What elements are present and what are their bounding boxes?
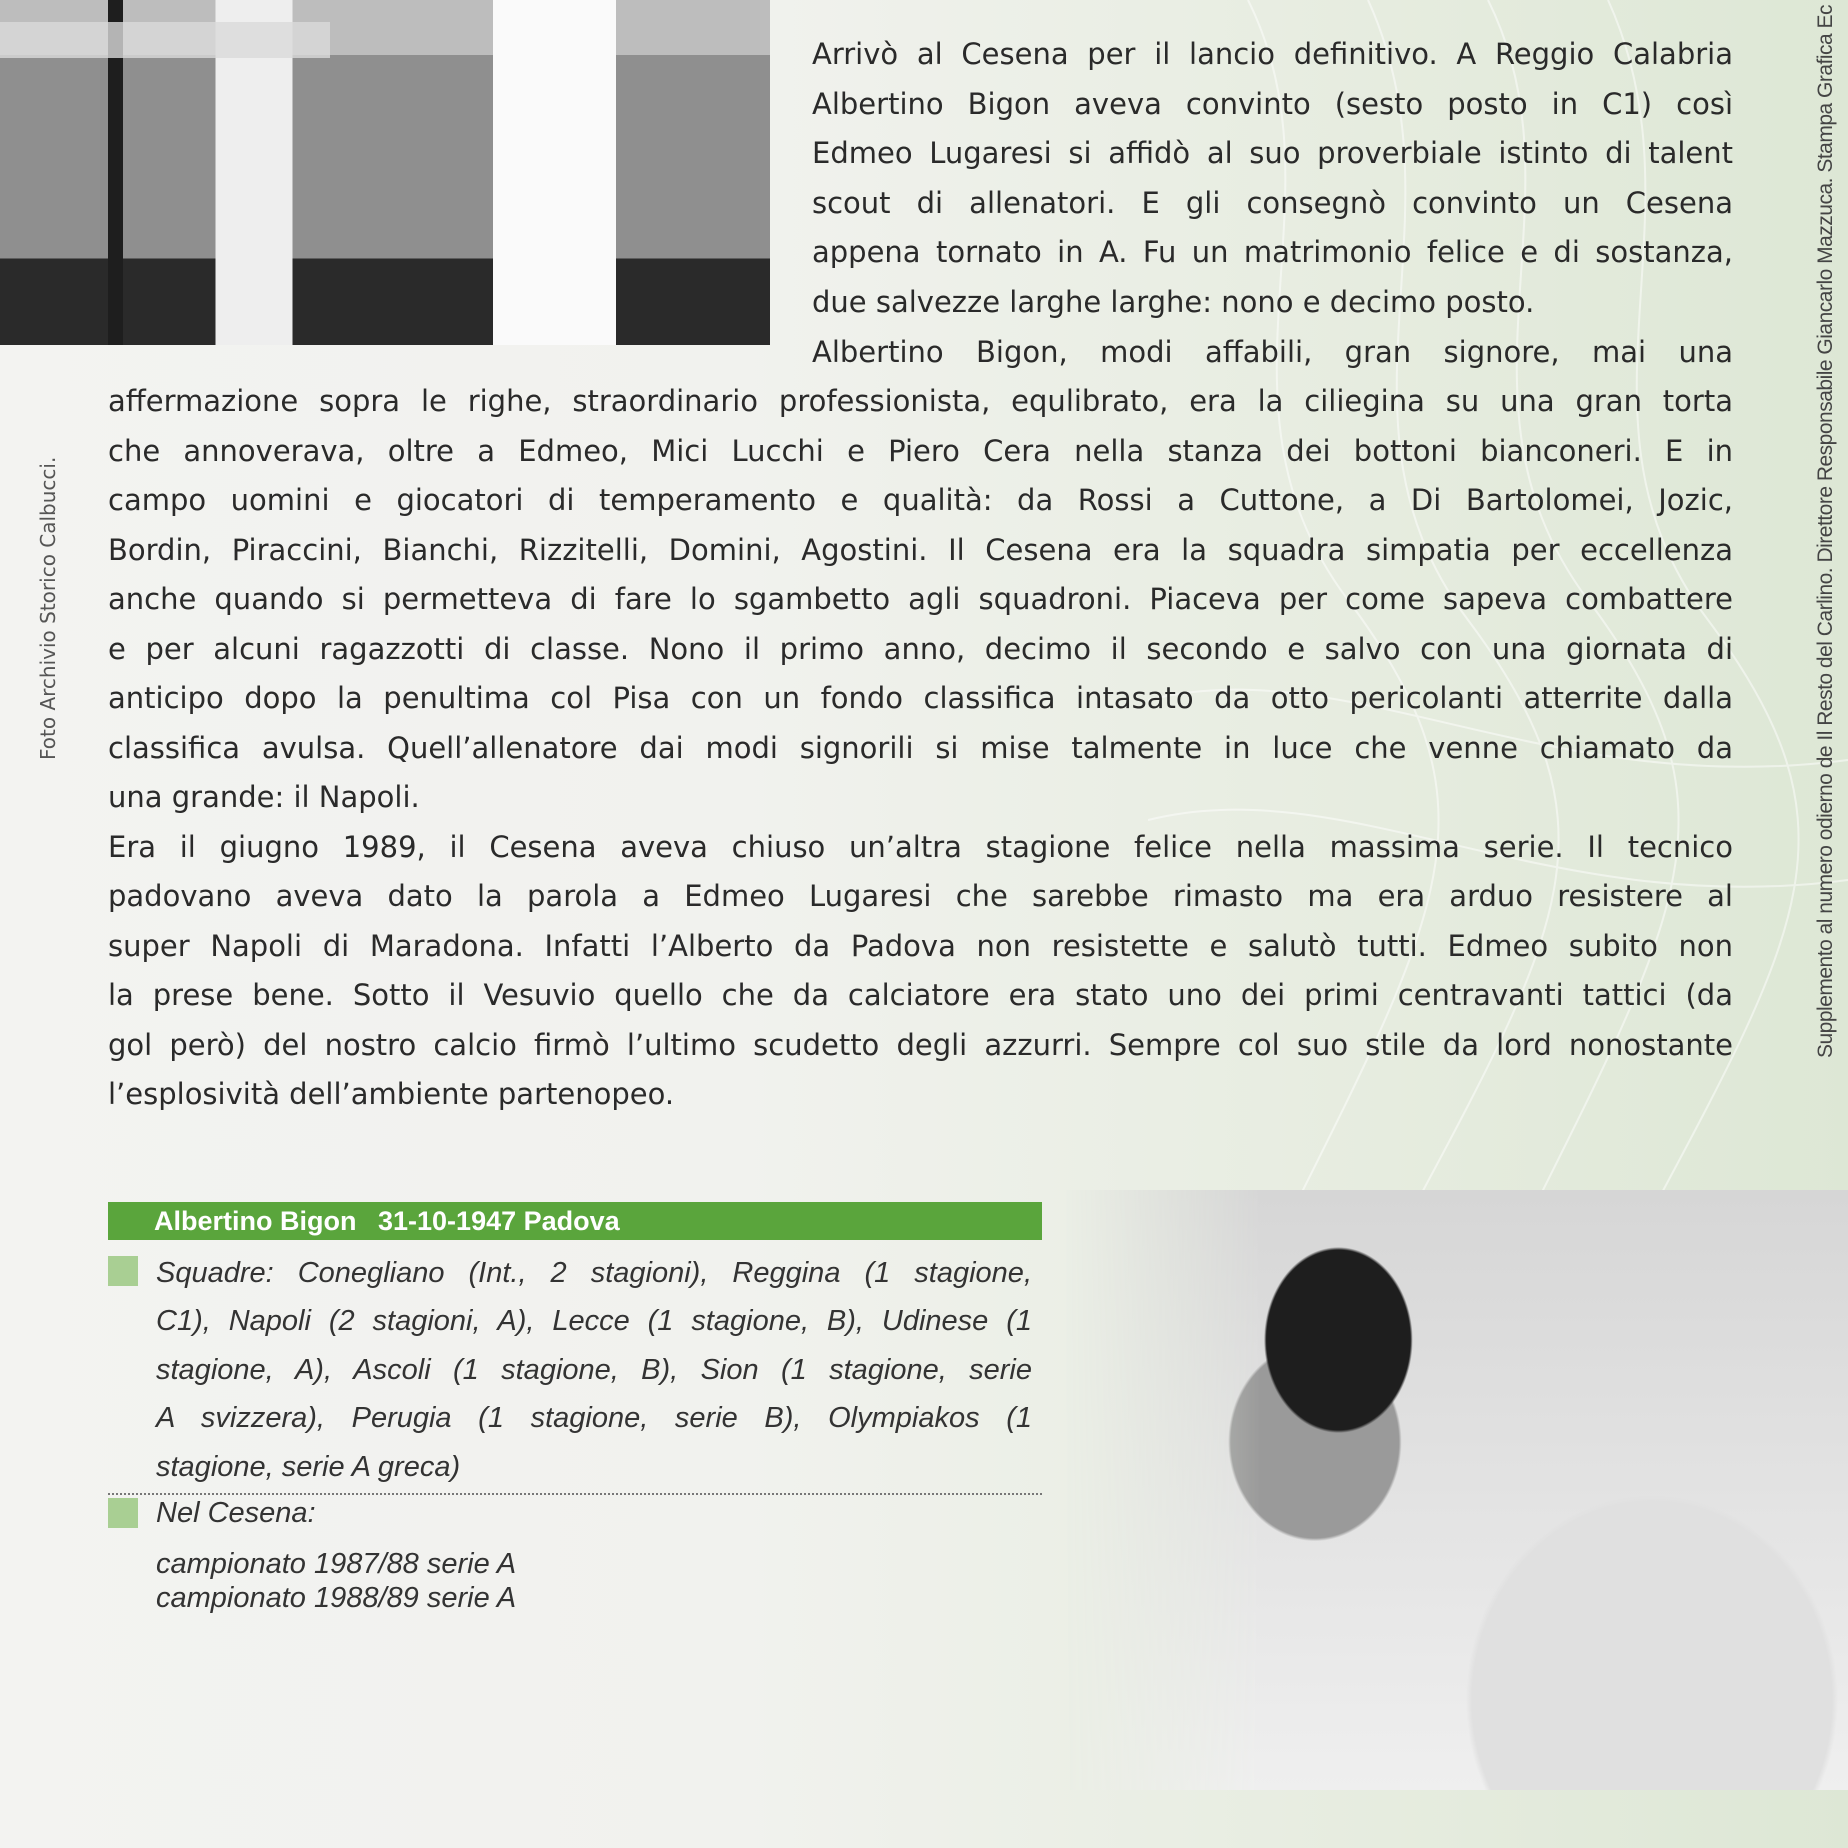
bullet-square-icon [108,1498,138,1528]
photo-credit: Foto Archivio Storico Calbucci. [36,456,60,760]
article-line: la prese bene. Sotto il Vesuvio quello che da calciatore era stato uno dei primi centravanti tattici (da [108,978,1733,1012]
coach-portrait-photo [1064,1190,1848,1790]
article-line: classifica avulsa. Quell’allenatore dai modi signorili si mise talmente in luce che venne chiamato da [108,731,1733,765]
season-line: campionato 1988/89 serie A [156,1582,517,1614]
article-line: e per alcuni ragazzotti di classe. Nono il primo anno, decimo il secondo e salvo con una giornata di [108,632,1733,666]
profile-birth: 31-10-1947 Padova [378,1206,620,1236]
article-line: anticipo dopo la penultima col Pisa con un fondo classifica intasato da otto pericolanti atterrite dalla [108,681,1733,715]
article-line: Albertino Bigon aveva convinto (sesto posto in C1) così [812,87,1733,121]
article-line: affermazione sopra le righe, straordinario professionista, equlibrato, era la ciliegina su una gran torta [108,384,1733,418]
players-celebration-photo [0,0,770,345]
teams-line: stagione, serie A greca) [156,1451,461,1483]
article-line: che annoverava, oltre a Edmeo, Mici Lucchi e Piero Cera nella stanza dei bottoni bianconeri. E in [108,434,1733,468]
article-line: due salvezze larghe larghe: nono e decimo posto. [812,285,1535,319]
article-line: gol però) del nostro calcio firmò l’ultimo scudetto degli azzurri. Sempre col suo stile da lord nonostante [108,1028,1733,1062]
article-line: anche quando si permetteva di fare lo sgambetto agli squadroni. Piaceva per come sapeva combattere [108,582,1733,616]
teams-line: A svizzera), Perugia (1 stagione, serie B), Olympiakos (1 [156,1402,1032,1434]
teams-line: stagione, A), Ascoli (1 stagione, B), Sion (1 stagione, serie [156,1354,1032,1386]
article-line: Albertino Bigon, modi affabili, gran signore, mai una [812,335,1733,369]
teams-line: C1), Napoli (2 stagioni, A), Lecce (1 stagione, B), Udinese (1 [156,1305,1032,1337]
article-line: appena tornato in A. Fu un matrimonio felice e di sostanza, [812,235,1733,269]
article-line: l’esplosività dell’ambiente partenopeo. [108,1077,675,1111]
article-line: campo uomini e giocatori di temperamento e qualità: da Rossi a Cuttone, a Di Bartolomei, Jozic, [108,483,1733,517]
profile-header [108,1202,1042,1240]
article-line: super Napoli di Maradona. Infatti l’Alberto da Padova non resistette e salutò tutti. Edmeo subito non [108,929,1733,963]
article-line: scout di allenatori. E gli consegnò convinto un Cesena [812,186,1733,220]
article-line: Bordin, Piraccini, Bianchi, Rizzitelli, Domini, Agostini. Il Cesena era la squadra simpatia per eccellenza [108,533,1733,567]
teams-line: Squadre: Conegliano (Int., 2 stagioni), Reggina (1 stagione, [156,1257,1032,1289]
article-line: Edmeo Lugaresi si affidò al suo proverbiale istinto di talent [812,136,1733,170]
cesena-label: Nel Cesena: [156,1497,316,1529]
season-line: campionato 1987/88 serie A [156,1548,517,1580]
article-line: Arrivò al Cesena per il lancio definitivo. A Reggio Calabria [812,37,1733,71]
article-line: padovano aveva dato la parola a Edmeo Lugaresi che sarebbe rimasto ma era arduo resistere al [108,879,1733,913]
profile-name: Albertino Bigon [154,1206,357,1236]
publication-side-note: Supplemento al numero odierno de Il Resto del Carlino. Direttore Responsabile Giancarlo Mazzuca. Stampa Grafica Ec [1814,4,1837,1058]
article-line: una grande: il Napoli. [108,780,420,814]
bullet-square-icon [108,1256,138,1286]
article-line: Era il giugno 1989, il Cesena aveva chiuso un’altra stagione felice nella massima serie. Il tecnico [108,830,1733,864]
